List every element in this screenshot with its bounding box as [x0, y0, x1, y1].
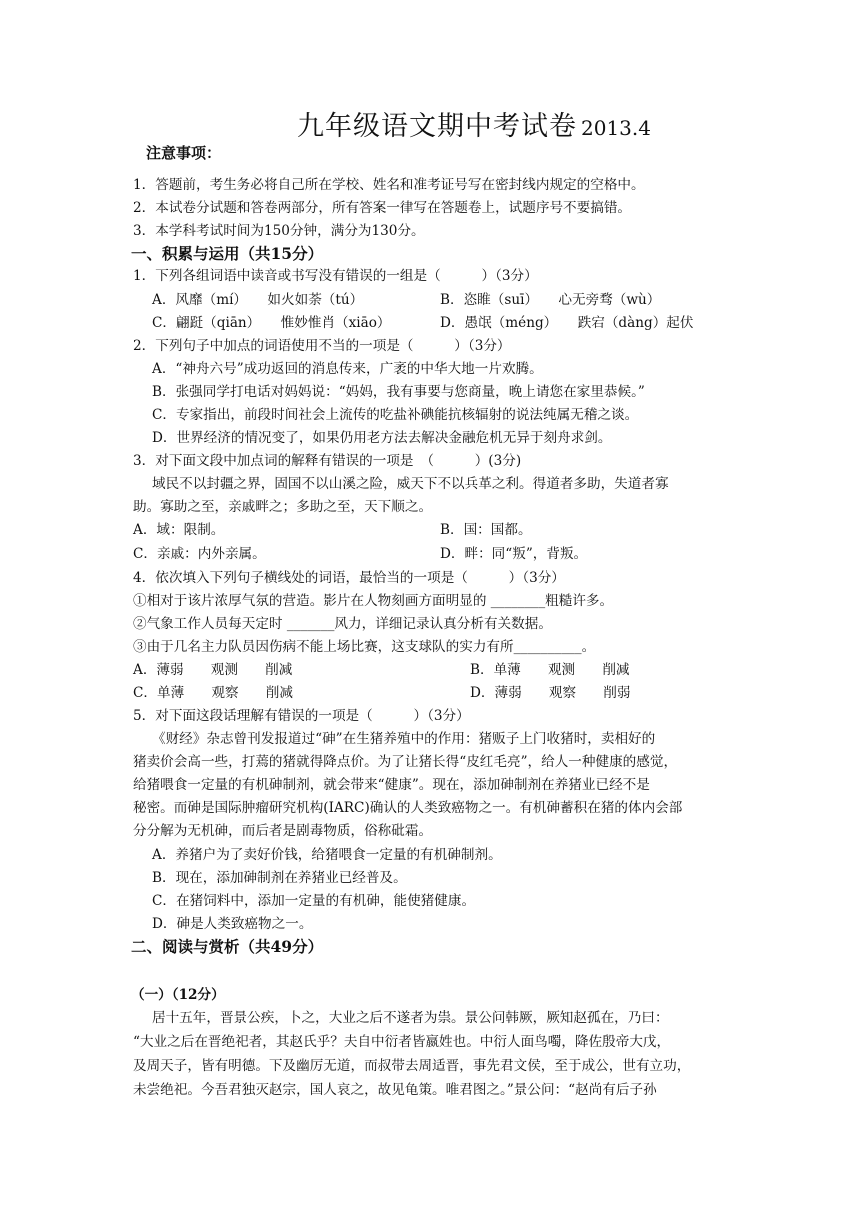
q2-stem: 2．下列句子中加点的词语使用不当的一项是（ ）（3分） — [133, 338, 511, 354]
q5-option-b: B．现在，添加砷制剂在养猪业已经普及。 — [152, 870, 407, 886]
q3-option-b: B．国：国都。 — [440, 522, 532, 538]
q1-option-b: B．恣睢（suī） 心无旁骛（wù） — [440, 292, 661, 308]
q2-option-c: C．专家指出，前段时间社会上流传的吃盐补碘能抗核辐射的说法纯属无稽之谈。 — [152, 407, 639, 423]
q2-option-a: A．“神舟六号”成功返回的消息传来，广袤的中华大地一片欢腾。 — [152, 361, 543, 377]
q5-passage-line-5: 分分解为无机砷，而后者是剧毒物质，俗称砒霜。 — [133, 823, 433, 839]
q3-option-d: D．畔：同“叛”，背叛。 — [440, 546, 588, 562]
q5-stem: 5．对下面这段话理解有错误的一项是（ ）（3分） — [133, 708, 470, 724]
part1-passage-line-3: 及周天子，皆有明德。下及幽厉无道，而叔带去周适晋，事先君文侯，至于成公，世有立功， — [133, 1058, 691, 1074]
part1-passage-line-4: 未尝绝祀。今吾君独灭赵宗，国人哀之，故见龟策。唯君图之。”景公问：“赵尚有后子孙 — [133, 1082, 657, 1098]
title-main: 九年级语文期中考试卷 — [297, 111, 577, 142]
q1-option-a: A．风靡（mí） 如火如荼（tú） — [152, 292, 364, 308]
q4-option-d: D．薄弱 观察 削弱 — [470, 685, 631, 701]
exam-title — [297, 104, 651, 143]
part1-passage-line-2: “大业之后在晋绝祀者，其赵氏乎？夫自中衍者皆嬴姓也。中衍人面鸟噣，降佐殷帝大戊， — [133, 1034, 671, 1050]
notice-item-3: 3．本学科考试时间为150分钟，满分为130分。 — [133, 223, 425, 239]
q5-passage-line-1: 《财经》杂志曾刊发报道过“砷”在生猪养殖中的作用：猪贩子上门收猪时，卖相好的 — [152, 731, 656, 747]
q3-option-c: C．亲戚：内外亲属。 — [133, 546, 266, 562]
q5-option-a: A．养猪户为了卖好价钱，给猪喂食一定量的有机砷制剂。 — [152, 847, 502, 863]
q2-option-b: B．张强同学打电话对妈妈说：“妈妈，我有事要与您商量，晚上请您在家里恭候。” — [152, 384, 645, 400]
q2-option-d: D．世界经济的情况变了，如果仍用老方法去解决金融危机无异于刻舟求剑。 — [152, 430, 612, 446]
q1-option-d: D．愚氓（méng） 跌宕（dàng）起伏 — [440, 315, 694, 331]
title-date: 2013.4 — [581, 116, 651, 140]
q3-option-a: A．域：限制。 — [133, 522, 225, 538]
notice-item-1: 1．答题前，考生务必将自己所在学校、姓名和准考证号写在密封线内规定的空格中。 — [133, 177, 645, 193]
q3-stem: 3．对下面文段中加点词的解释有错误的一项是 （ ）(3分) — [133, 453, 522, 469]
notice-item-2: 2．本试卷分试题和答卷两部分，所有答案一律写在答题卷上，试题序号不要搞错。 — [133, 200, 632, 216]
q4-option-c: C．单薄 观察 削减 — [133, 685, 293, 701]
part1-heading: （一）（12分） — [131, 987, 225, 1003]
q4-option-a: A．薄弱 观测 削减 — [133, 662, 293, 678]
q5-option-c: C．在猪饲料中，添加一定量的有机砷，能使猪健康。 — [152, 893, 476, 909]
q4-sentence-1: ①相对于该片浓厚气氛的营造。影片在人物刻画方面明显的 ________粗糙许多。 — [133, 593, 614, 609]
q3-passage-line-1: 域民不以封疆之界，固国不以山溪之险，威天下不以兵革之利。得道者多助，失道者寡 — [152, 476, 669, 492]
q1-option-c: C．翩跹（qiān） 惟妙惟肖（xiāo） — [152, 315, 391, 331]
notice-heading: 注意事项： — [146, 144, 222, 162]
section1-heading: 一、积累与运用（共15分） — [131, 244, 324, 263]
q5-passage-line-4: 秘密。而砷是国际肿瘤研究机构(IARC)确认的人类致癌物之一。有机砷蓄积在猪的体内会部 — [133, 800, 683, 816]
q4-stem: 4．依次填入下列句子横线处的词语，最恰当的一项是（ ）（3分） — [133, 570, 565, 586]
q4-sentence-3: ③由于几名主力队员因伤病不能上场比赛，这支球队的实力有所__________。 — [133, 639, 596, 655]
q5-option-d: D．砷是人类致癌物之一。 — [152, 916, 313, 932]
part1-passage-line-1: 居十五年，晋景公疾，卜之，大业之后不遂者为祟。景公问韩厥，厥知赵孤在，乃曰： — [152, 1010, 669, 1026]
q3-passage-line-2: 助。寡助之至，亲戚畔之；多助之至，天下顺之。 — [133, 499, 433, 515]
section2-heading: 二、阅读与赏析（共49分） — [131, 937, 324, 956]
q1-stem: 1．下列各组词语中读音或书写没有错误的一组是（ ）（3分） — [133, 268, 538, 284]
q5-passage-line-2: 猪卖价会高一些，打蔫的猪就得降点价。为了让猪长得“皮红毛亮”，给人一种健康的感觉， — [133, 754, 678, 770]
q4-option-b: B．单薄 观测 削减 — [470, 662, 630, 678]
q5-passage-line-3: 给猪喂食一定量的有机砷制剂，就会带来“健康”。现在，添加砷制剂在养猪业已经不是 — [133, 777, 650, 793]
q4-sentence-2: ②气象工作人员每天定时 _______风力，详细记录认真分析有关数据。 — [133, 616, 552, 632]
